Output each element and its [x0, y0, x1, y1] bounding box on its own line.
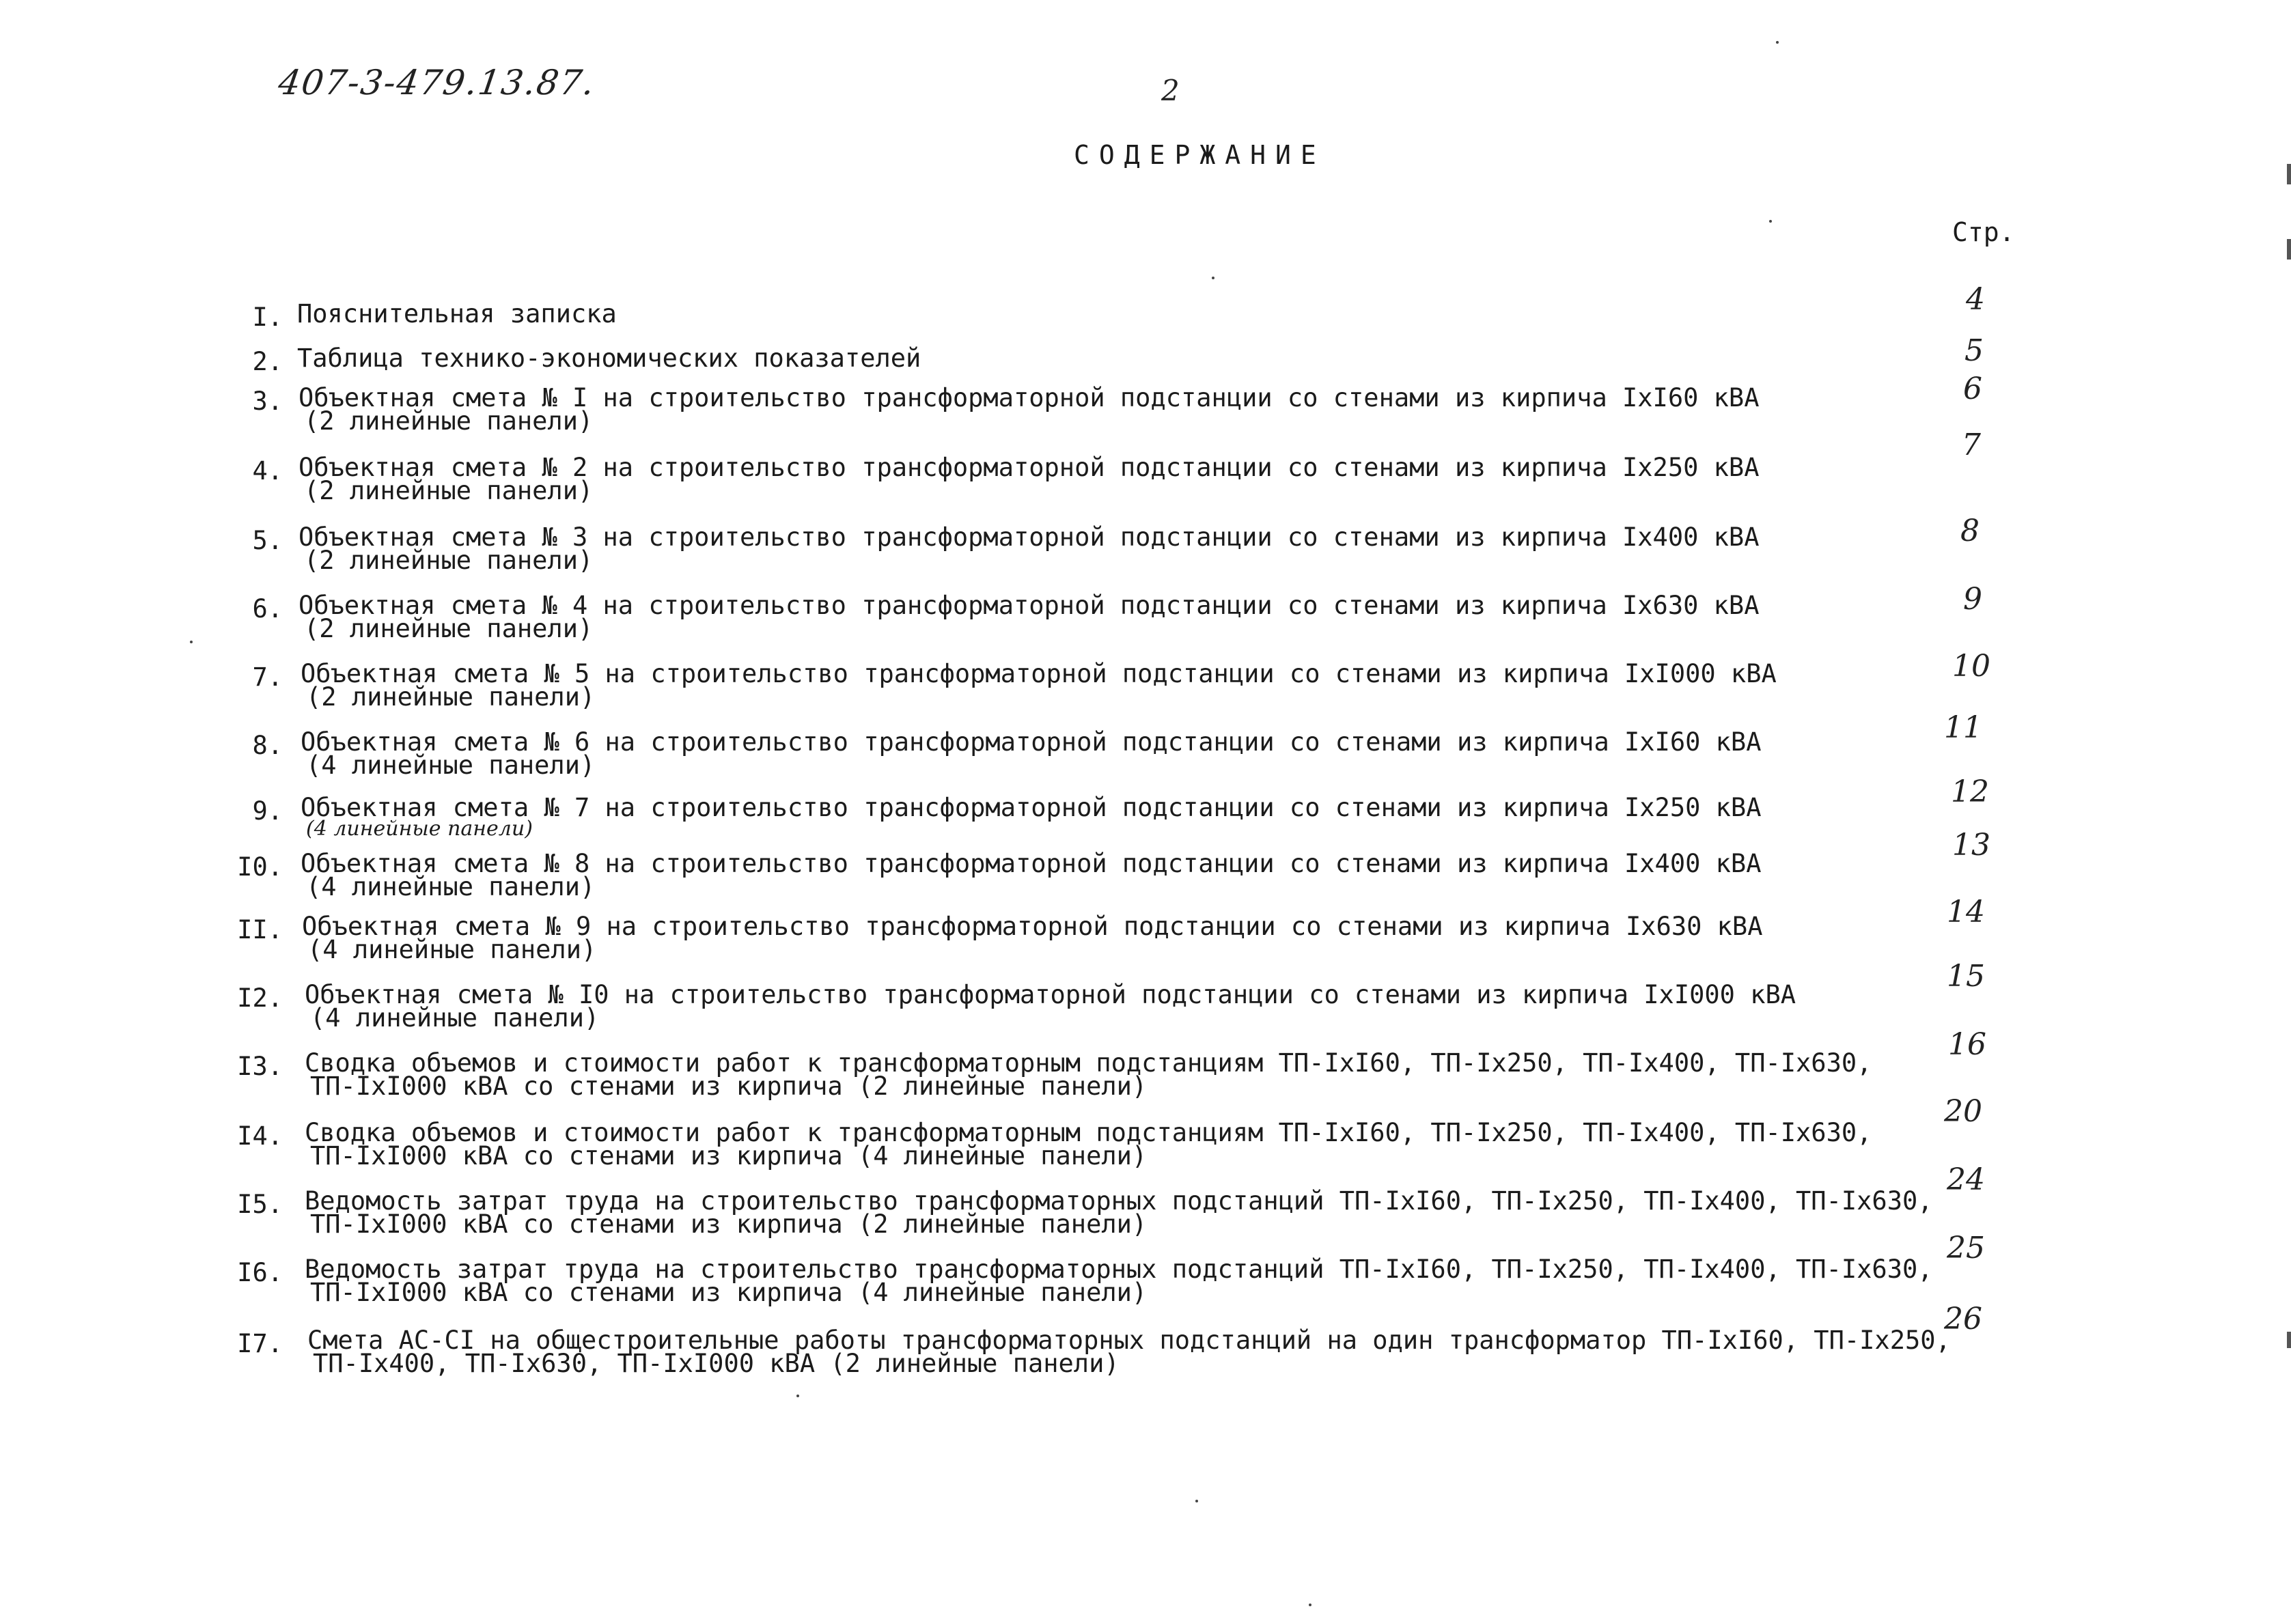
entry-number: 6.: [252, 594, 283, 624]
entry-text: Объектная смета № 3 на строительство трансформаторной подстанции со стенами из кирпича Ix400 кВА (2 линейные панели): [298, 522, 1760, 575]
scan-speck: [190, 641, 193, 643]
entry-number: 3.: [252, 387, 283, 416]
entry-page: 24: [1947, 1162, 1985, 1197]
toc-entry: [0, 582, 2291, 649]
entry-page: 8: [1960, 514, 1980, 548]
toc-entry: [0, 282, 2291, 344]
entry-page: 7: [1962, 428, 1981, 462]
entry-text: Ведомость затрат труда на строительство трансформаторных подстанций ТП-IxI60, ТП-Ix250, ТП-Ix400, ТП-Ix630, ТП-IxI000 кВА со стенами из кирпича (4 линейные панели): [305, 1255, 1933, 1307]
entry-text: Таблица технико-экономических показателей: [297, 344, 921, 373]
page-title: СОДЕРЖАНИЕ: [1074, 140, 1326, 170]
entry-page: 14: [1947, 895, 1985, 929]
entry-text: Объектная смета № I0 на строительство трансформаторной подстанции со стенами из кирпича IxI000 кВА (4 линейные панели): [305, 980, 1796, 1033]
document-code: 407-3-479.13.87.: [275, 63, 598, 102]
entry-text: Объектная смета № 6 на строительство трансформаторной подстанции со стенами из кирпича IxI60 кВА (4 линейные панели): [301, 727, 1762, 780]
entry-number: I5.: [237, 1190, 283, 1219]
entry-number: 9.: [252, 796, 283, 826]
entry-number: I4.: [237, 1121, 283, 1151]
scan-speck: [1776, 41, 1779, 44]
page-number: 2: [1161, 74, 1180, 107]
scan-speck: [1212, 277, 1214, 279]
entry-number: I6.: [237, 1258, 283, 1287]
entry-number: I0.: [237, 852, 283, 882]
scan-edge-mark: [2287, 239, 2291, 260]
entry-number: I3.: [237, 1052, 283, 1081]
scan-edge-mark: [2287, 164, 2291, 184]
entry-text: Сводка объемов и стоимости работ к трансформаторным подстанциям ТП-IxI60, ТП-Ix250, ТП-Ix400, ТП-Ix630, ТП-IxI000 кВА со стенами из кирпича (2 линейные панели): [305, 1048, 1872, 1101]
toc-entry: [0, 959, 2291, 1038]
entry-page: 26: [1944, 1302, 1982, 1336]
entry-number: 5.: [252, 526, 283, 555]
entry-number: I.: [252, 303, 283, 332]
entry-text: Сводка объемов и стоимости работ к трансформаторным подстанциям ТП-IxI60, ТП-Ix250, ТП-Ix400, ТП-Ix630, ТП-IxI000 кВА со стенами из кирпича (4 линейные панели): [305, 1118, 1872, 1171]
entry-page: 9: [1963, 582, 1982, 617]
scan-speck: [1195, 1500, 1198, 1502]
entry-number: 7.: [252, 662, 283, 692]
toc-entry: [0, 1302, 2291, 1384]
toc-entry: [0, 428, 2291, 511]
entry-page: 10: [1952, 649, 1990, 684]
entry-text: Смета АС-СI на общестроительные работы трансформаторных подстанций на один трансформатор ТП-IxI60, ТП-Ix250, ТП-Ix400, ТП-Ix630, ТП-IxI000 кВА (2 линейные панели): [307, 1326, 1951, 1378]
toc-entry: [0, 649, 2291, 717]
entry-text: Объектная смета № 4 на строительство трансформаторной подстанции со стенами из кирпича Ix630 кВА (2 линейные панели): [298, 591, 1760, 643]
page-column-label: Стр.: [1952, 217, 2015, 247]
toc-entry: [0, 710, 2291, 785]
entry-number: 8.: [252, 731, 283, 760]
entry-number: 2.: [252, 347, 283, 376]
scan-speck: [1769, 220, 1772, 223]
entry-page: 20: [1944, 1094, 1982, 1129]
entry-page: 12: [1951, 774, 1989, 809]
entry-number: I2.: [237, 983, 283, 1013]
entry-text: Объектная смета № I на строительство трансформаторной подстанции со стенами из кирпича IxI60 кВА (2 линейные панели): [298, 383, 1760, 436]
scan-speck: [796, 1395, 799, 1397]
toc-entry: [0, 333, 2291, 388]
entry-page: 15: [1947, 959, 1985, 994]
entry-page: 13: [1952, 828, 1990, 863]
entry-text: Объектная смета № 2 на строительство трансформаторной подстанции со стенами из кирпича Ix250 кВА (2 линейные панели): [298, 453, 1760, 505]
toc-entry: [0, 774, 2291, 844]
entry-text: Объектная смета № 7 на строительство трансформаторной подстанции со стенами из кирпича Ix250 кВА (4 линейные панели): [301, 793, 1762, 841]
scan-edge-mark: [2287, 1332, 2291, 1348]
entry-number: I7.: [237, 1329, 283, 1358]
scan-speck: [1309, 1604, 1311, 1606]
entry-text: Ведомость затрат труда на строительство трансформаторных подстанций ТП-IxI60, ТП-Ix250, ТП-Ix400, ТП-Ix630, ТП-IxI000 кВА со стенами из кирпича (2 линейные панели): [305, 1186, 1933, 1239]
entry-page: 6: [1963, 372, 1982, 406]
entry-text: Пояснительная записка: [297, 299, 617, 328]
entry-page: 25: [1947, 1231, 1985, 1265]
entry-number: 4.: [252, 456, 283, 486]
toc-entry: [0, 514, 2291, 580]
entry-page: 16: [1948, 1027, 1986, 1062]
entry-page: 11: [1944, 710, 1982, 745]
entry-page: 5: [1964, 333, 1984, 368]
entry-text: Объектная смета № 8 на строительство трансформаторной подстанции со стенами из кирпича Ix400 кВА (4 линейные панели): [301, 849, 1762, 901]
entry-page: 4: [1966, 282, 1985, 317]
entry-text: Объектная смета № 9 на строительство трансформаторной подстанции со стенами из кирпича Ix630 кВА (4 линейные панели): [302, 912, 1763, 964]
entry-number: II.: [237, 915, 283, 944]
entry-text: Объектная смета № 5 на строительство трансформаторной подстанции со стенами из кирпича IxI000 кВА (2 линейные панели): [301, 659, 1777, 712]
toc-entry: [0, 372, 2291, 441]
